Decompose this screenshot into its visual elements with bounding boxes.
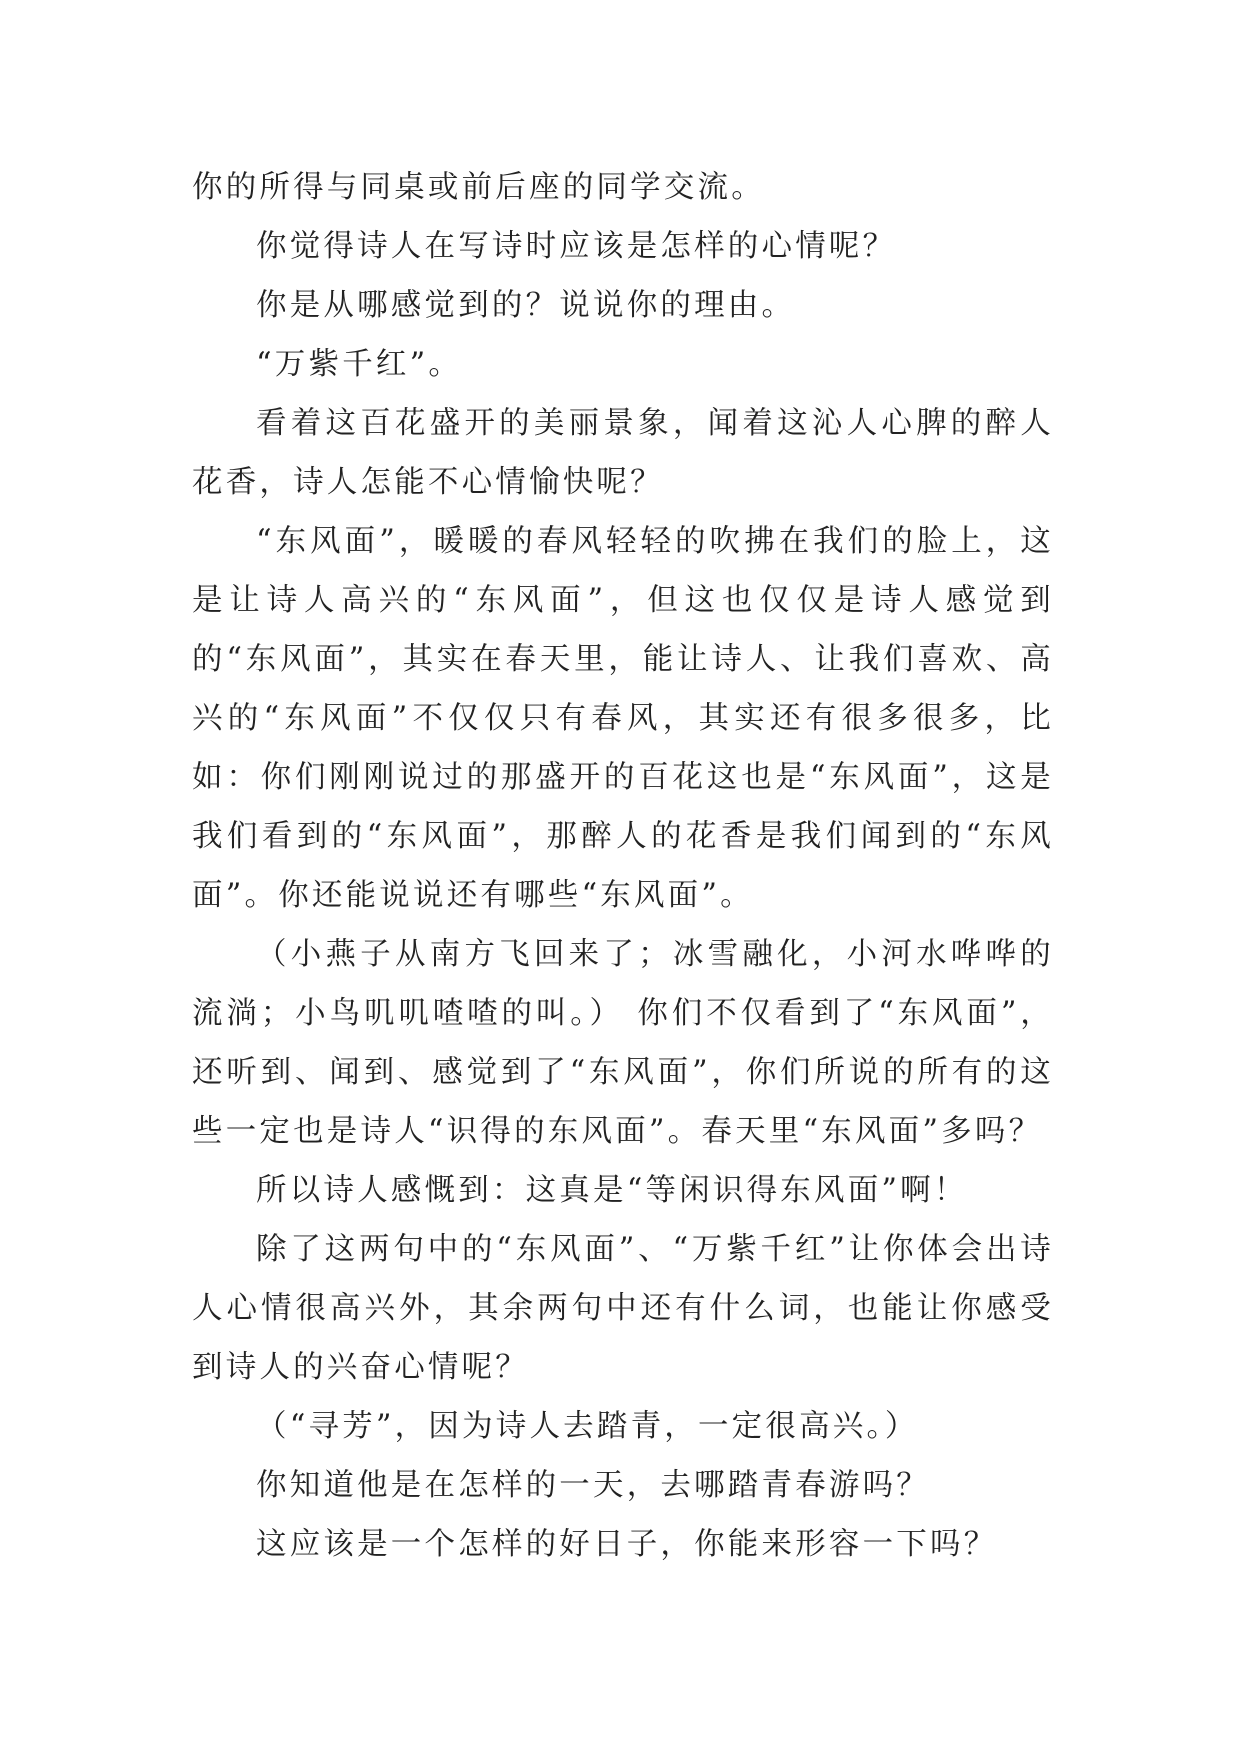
- paragraph: （“寻芳”，因为诗人去踏青，一定很高兴。）: [256, 1409, 919, 1444]
- paragraph: 你觉得诗人在写诗时应该是怎样的心情呢？: [256, 229, 897, 264]
- paragraph: 所以诗人感慨到：这真是“等闲识得东风面”啊！: [256, 1173, 968, 1208]
- paragraph: 你是从哪感觉到的？说说你的理由。: [256, 288, 796, 323]
- paragraph: 看着这百花盛开的美丽景象，闻着这沁人心脾的醉人花香，诗人怎能不心情愉快呢？: [192, 406, 1054, 500]
- paragraph: 你的所得与同桌或前后座的同学交流。: [192, 170, 765, 205]
- paragraph: “万紫千红”。: [256, 347, 463, 382]
- paragraph: （小燕子从南方飞回来了；冰雪融化，小河水哗哗的流淌；小鸟叽叽喳喳的叫。） 你们不仅看到了“东风面”，还听到、闻到、感觉到了“东风面”，你们所说的所有的这些一定也是诗人“识得的东风面”。春天里“东风面”多吗？: [192, 937, 1054, 1149]
- paragraph: 除了这两句中的“东风面”、“万紫千红”让你体会出诗人心情很高兴外，其余两句中还有什么词，也能让你感受到诗人的兴奋心情呢？: [192, 1232, 1054, 1385]
- paragraph: 你知道他是在怎样的一天，去哪踏青春游吗？: [256, 1468, 930, 1503]
- paragraph: 这应该是一个怎样的好日子，你能来形容一下吗？: [256, 1527, 998, 1562]
- paragraph: “东风面”，暖暖的春风轻轻的吹拂在我们的脸上，这是让诗人高兴的“东风面”，但这也仅仅是诗人感觉到的“东风面”，其实在春天里，能让诗人、让我们喜欢、高兴的“东风面”不仅仅只有春风，其实还有很多很多，比如：你们刚刚说过的那盛开的百花这也是“东风面”，这是我们看到的“东风面”，那醉人的花香是我们闻到的“东风面”。你还能说说还有哪些“东风面”。: [192, 524, 1054, 913]
- document-body: [192, 158, 1054, 1574]
